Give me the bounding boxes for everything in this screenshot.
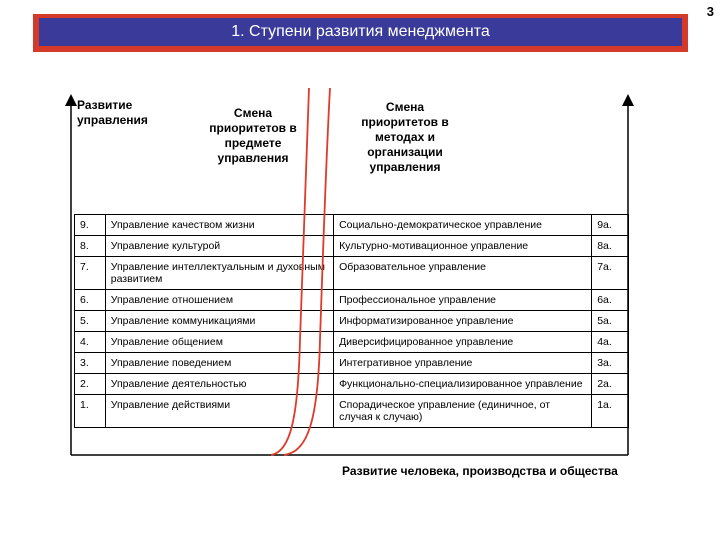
row-number: 9. [75,215,106,236]
method-cell: Культурно-мотивационное управление [334,236,592,257]
x-axis-label: Развитие человека, производства и общества [342,464,618,478]
subject-cell: Управление общением [105,332,333,353]
y-axis-label: Развитие управления [77,98,148,127]
page-number: 3 [706,4,714,19]
code-cell: 6а. [592,290,629,311]
row-number: 1. [75,395,106,428]
method-cell: Функционально-специализированное управление [334,374,592,395]
table-row [75,215,629,236]
subject-cell: Управление культурой [105,236,333,257]
method-cell: Диверсифицированное управление [334,332,592,353]
subject-cell: Управление деятельностью [105,374,333,395]
subject-cell: Управление интеллектуальным и духовным развитием [105,257,333,290]
code-cell: 1а. [592,395,629,428]
row-number: 6. [75,290,106,311]
code-cell: 8а. [592,236,629,257]
method-cell: Информатизированное управление [334,311,592,332]
method-cell: Социально-демократическое управление [334,215,592,236]
row-number: 3. [75,353,106,374]
method-cell: Образовательное управление [334,257,592,290]
table-row [75,374,629,395]
code-cell: 9а. [592,215,629,236]
row-number: 8. [75,236,106,257]
column-methods-label: Смена приоритетов в методах и организации управления [361,100,449,174]
table-row [75,395,629,428]
table-row [75,236,629,257]
table-row [75,290,629,311]
method-cell: Интегративное управление [334,353,592,374]
row-number: 2. [75,374,106,395]
row-number: 5. [75,311,106,332]
method-cell: Профессиональное управление [334,290,592,311]
row-number: 7. [75,257,106,290]
table-row [75,353,629,374]
subject-cell: Управление отношением [105,290,333,311]
steps-table [74,214,629,428]
column-subject-label: Смена приоритетов в предмете управления [209,106,297,165]
code-cell: 7а. [592,257,629,290]
table-row [75,332,629,353]
code-cell: 4а. [592,332,629,353]
method-cell: Спорадическое управление (единичное, от случая к случаю) [334,395,592,428]
table-row [75,311,629,332]
code-cell: 2а. [592,374,629,395]
table-row [75,257,629,290]
subject-cell: Управление действиями [105,395,333,428]
subject-cell: Управление поведением [105,353,333,374]
code-cell: 5а. [592,311,629,332]
row-number: 4. [75,332,106,353]
subject-cell: Управление качеством жизни [105,215,333,236]
page-title: 1. Ступени развития менеджмента [39,18,682,46]
subject-cell: Управление коммуникациями [105,311,333,332]
code-cell: 3а. [592,353,629,374]
